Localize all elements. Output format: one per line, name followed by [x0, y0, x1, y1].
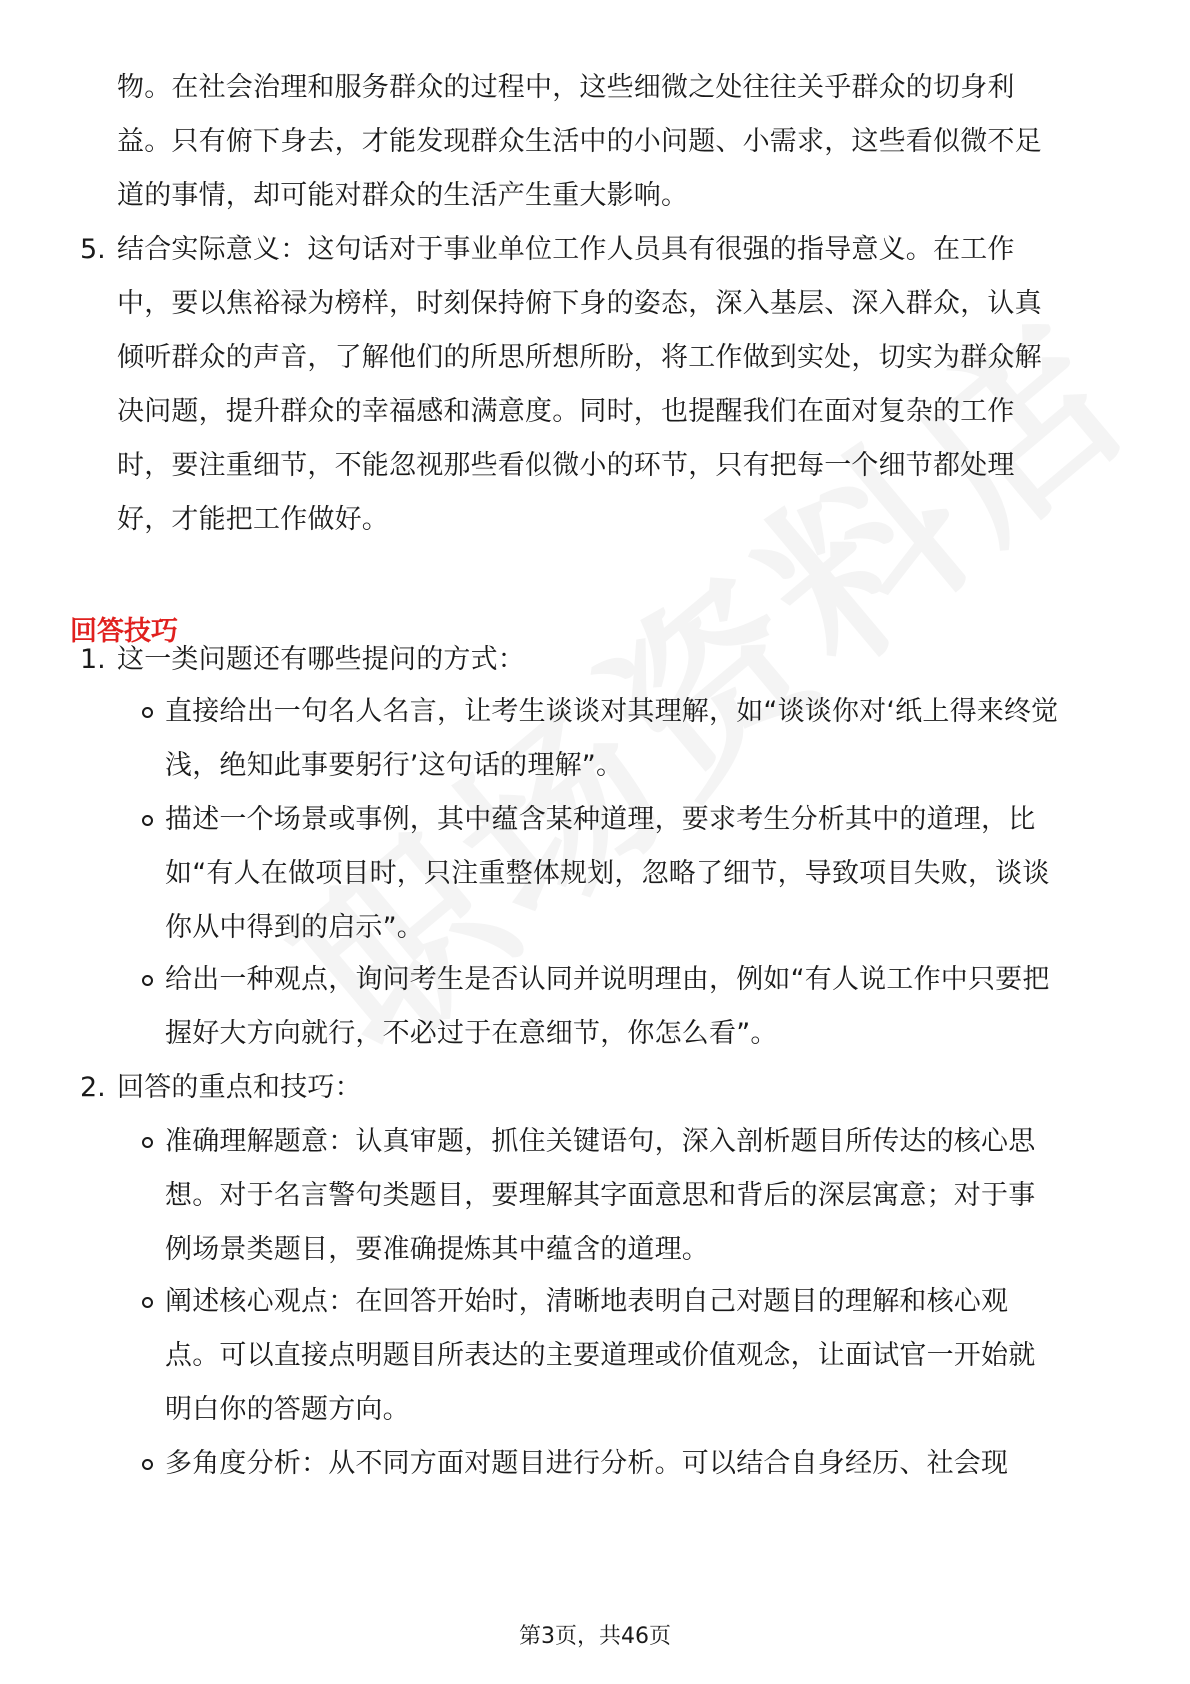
- paragraph-line: 结合实际意义：这句话对于事业单位工作人员具有很强的指导意义。在工作: [117, 234, 1015, 265]
- bullet-icon: [142, 815, 153, 826]
- page-number: 第3页，共46页: [519, 1624, 671, 1649]
- list-number: 1.: [80, 644, 106, 675]
- bullet-line: 你从中得到的启示”。: [165, 912, 424, 943]
- bullet-icon: [142, 707, 153, 718]
- bullet-line: 握好大方向就行，不必过于在意细节，你怎么看”。: [165, 1018, 778, 1049]
- paragraph-line: 时，要注重细节，不能忽视那些看似微小的环节，只有把每一个细节都处理: [117, 450, 1015, 481]
- paragraph-line: 好，才能把工作做好。: [117, 504, 389, 535]
- bullet-line: 多角度分析：从不同方面对题目进行分析。可以结合自身经历、社会现: [165, 1448, 1009, 1479]
- list-number: 5.: [80, 234, 106, 265]
- bullet-line: 点。可以直接点明题目所表达的主要道理或价值观念，让面试官一开始就: [165, 1340, 1036, 1371]
- paragraph-line: 道的事情，却可能对群众的生活产生重大影响。: [117, 180, 689, 211]
- bullet-line: 明白你的答题方向。: [165, 1394, 410, 1425]
- bullet-line: 如“有人在做项目时，只注重整体规划，忽略了细节，导致项目失败，谈谈: [165, 858, 1050, 889]
- bullet-icon: [142, 1137, 153, 1148]
- bullet-line: 阐述核心观点：在回答开始时，清晰地表明自己对题目的理解和核心观: [165, 1286, 1009, 1317]
- bullet-line: 给出一种观点，询问考生是否认同并说明理由，例如“有人说工作中只要把: [165, 964, 1050, 995]
- bullet-line: 浅，绝知此事要躬行’这句话的理解”。: [165, 750, 624, 781]
- bullet-line: 直接给出一句名人名言，让考生谈谈对其理解，如“谈谈你对‘纸上得来终觉: [165, 696, 1059, 727]
- paragraph-line: 物。在社会治理和服务群众的过程中，这些细微之处往往关乎群众的切身利: [117, 72, 1015, 103]
- list-title: 回答的重点和技巧：: [117, 1072, 362, 1103]
- list-number: 2.: [80, 1072, 106, 1103]
- bullet-line: 例场景类题目，要准确提炼其中蕴含的道理。: [165, 1234, 709, 1265]
- list-title: 这一类问题还有哪些提问的方式：: [117, 644, 525, 675]
- bullet-icon: [142, 1297, 153, 1308]
- bullet-line: 描述一个场景或事例，其中蕴含某种道理，要求考生分析其中的道理，比: [165, 804, 1036, 835]
- paragraph-line: 中，要以焦裕禄为榜样，时刻保持俯下身的姿态，深入基层、深入群众，认真: [117, 288, 1042, 319]
- bullet-icon: [142, 975, 153, 986]
- paragraph-line: 倾听群众的声音，了解他们的所思所想所盼，将工作做到实处，切实为群众解: [117, 342, 1042, 373]
- paragraph-line: 决问题，提升群众的幸福感和满意度。同时，也提醒我们在面对复杂的工作: [117, 396, 1015, 427]
- bullet-line: 想。对于名言警句类题目，要理解其字面意思和背后的深层寓意；对于事: [165, 1180, 1036, 1211]
- bullet-line: 准确理解题意：认真审题，抓住关键语句，深入剖析题目所传达的核心思: [165, 1126, 1036, 1157]
- section-heading: 回答技巧: [70, 616, 178, 647]
- bullet-icon: [142, 1459, 153, 1470]
- paragraph-line: 益。只有俯下身去，才能发现群众生活中的小问题、小需求，这些看似微不足: [117, 126, 1042, 157]
